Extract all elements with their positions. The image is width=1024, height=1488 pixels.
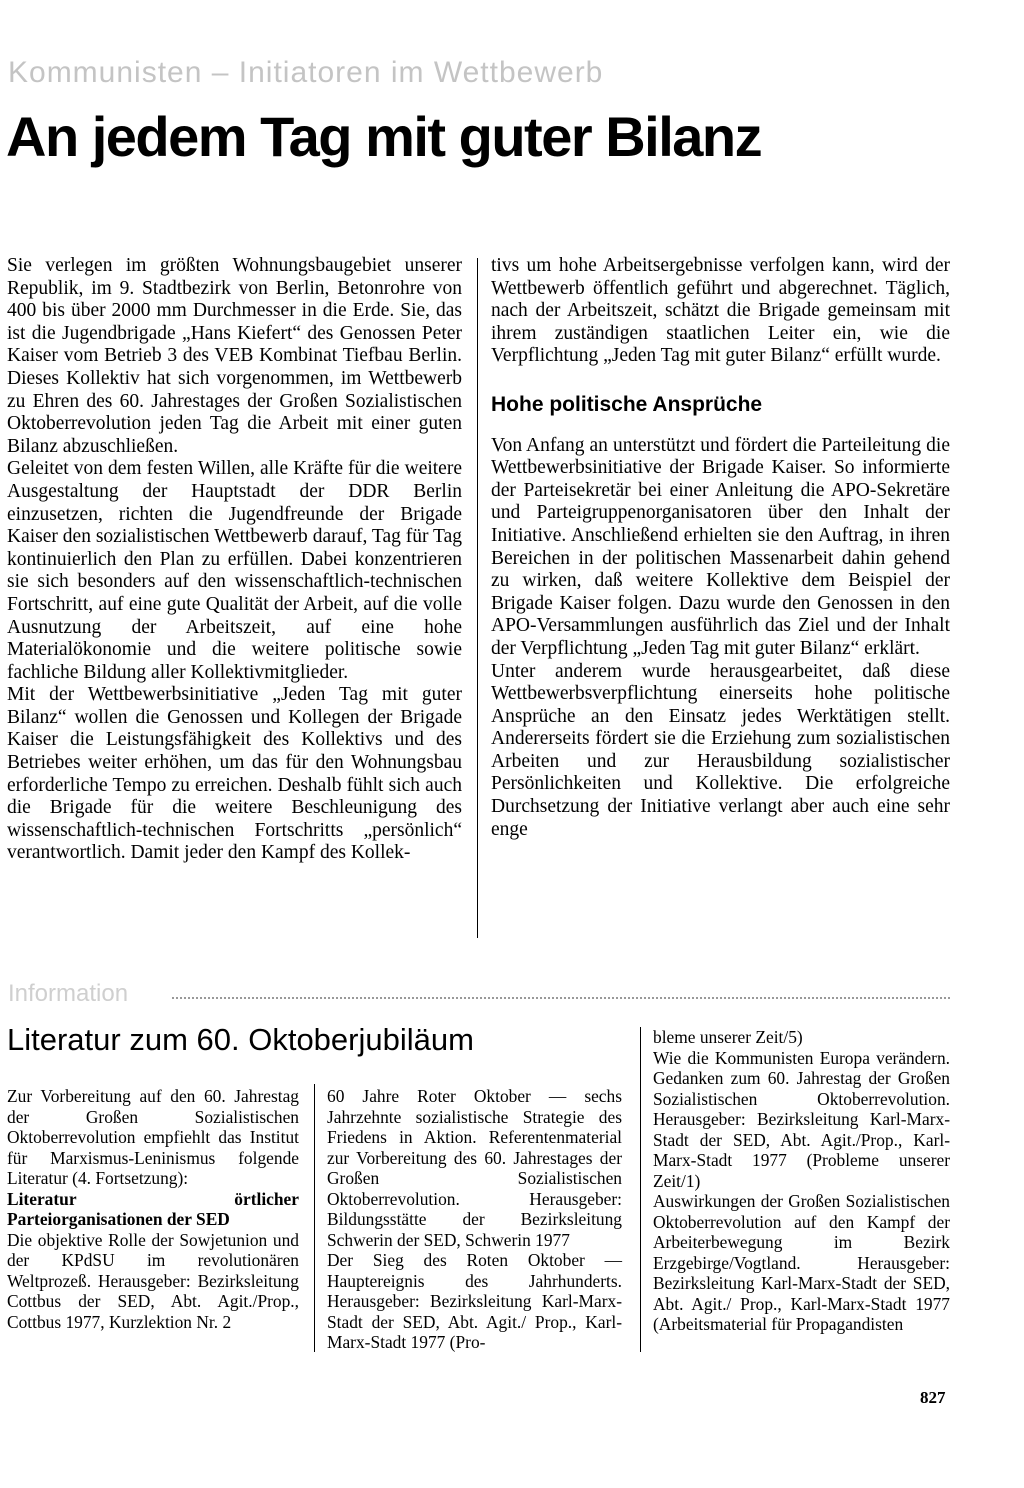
column-divider — [477, 258, 478, 938]
info-bold-heading: Literatur örtlicher Parteiorganisationen der SED — [7, 1188, 299, 1229]
article-paragraph: Sie verlegen im größten Wohnungsbaugebiet unserer Republik, im 9. Stadtbezirk von Berlin, Betonrohre von 400 bis über 2000 mm Durchmesser in die Erde. Sie, das ist die Jugendbrigade „Hans Kiefert“ des Genossen Peter Kaiser vom Betrieb 3 des VEB Kombinat Tiefbau Berlin. Dieses Kollektiv hat sich vorgenommen, im Wettbewerb zu Ehren des 60. Jahrestages der Großen Sozialistischen Oktoberrevolution jeden Tag die Arbeit mit einer guten Bilanz abzuschließen. — [7, 255, 462, 457]
information-label: Information — [8, 980, 129, 1007]
info-column-3 — [653, 1027, 950, 1335]
article-kicker: Kommunisten – Initiatoren im Wettbewerb — [8, 56, 604, 89]
article-subheading: Hohe politische Ansprüche — [491, 392, 763, 416]
article-column-1 — [7, 255, 462, 865]
page-number: 827 — [920, 1388, 946, 1407]
article-paragraph: Von Anfang an unterstützt und fördert die Parteileitung die Wettbewerbsinitiative der Brigade Kaiser. So informierte der Parteisekretär bei einer Anleitung die APO-Sekretäre und Parteigruppenorganisatoren über den Inhalt der Initiative. Anschließend erhielten sie den Auftrag, in ihren Bereichen in der politischen Massenarbeit dahin gehend zu wirken, daß weitere Kollektive dem Beispiel der Brigade Kaiser folgen. Dazu wurde den Genossen in den APO-Versammlungen ausführlich das Ziel und der Inhalt der Verpflichtung „Jeden Tag mit guter Bilanz“ erklärt. — [491, 434, 950, 659]
article-paragraph: Mit der Wettbewerbsinitiative „Jeden Tag mit guter Bilanz“ wollen die Genossen und Kollegen der Brigade Kaiser die Leistungsfähigkeit des Kollektivs und des Betriebes weiter erhöhen, um das für den Wohnungsbau erforderliche Tempo zu erreichen. Deshalb fühlt sich auch die Brigade für die weitere Beschleunigung des wissenschaftlich-technischen Fortschritts „persönlich“ verantwortlich. Damit jeder den Kampf des Kollek- — [7, 684, 462, 864]
info-entry: 60 Jahre Roter Oktober — sechs Jahrzehnte sozialistische Strategie des Friedens in Aktion. Referentenmaterial zur Vorbereitung des 60. Jahrestages der Großen Sozialistischen Oktoberrevolution. Herausgeber: Bildungsstätte der Bezirksleitung Schwerin der SED, Schwerin 1977 — [327, 1086, 622, 1250]
dotted-rule — [172, 997, 950, 999]
info-entry: bleme unserer Zeit/5) — [653, 1027, 803, 1047]
article-paragraph: tivs um hohe Arbeitsergebnisse verfolgen kann, wird der Wettbewerb öffentlich geführt und abgerechnet. Täglich, nach der Arbeitszeit, schätzt die Brigade gemeinsam mit ihrem zuständigen staatlichen Leiter ein, wie die Verpflichtung „Jeden Tag mit guter Bilanz“ erfüllt wurde. — [491, 255, 950, 367]
info-column-2 — [327, 1086, 622, 1353]
info-entry: Der Sieg des Roten Oktober — Hauptereignis des Jahrhunderts. Herausgeber: Bezirksleitung Karl-Marx-Stadt der SED, Abt. Agit./ Prop., Karl-Marx-Stadt 1977 (Pro- — [327, 1250, 622, 1352]
article-paragraph: Geleitet von dem festen Willen, alle Kräfte für die weitere Ausgestaltung der Hauptstadt der DDR Berlin einzusetzen, richten die Jugendfreunde der Brigade Kaiser den sozialistischen Wettbewerb darauf, Tag für Tag kontinuierlich den Plan zu erfüllen. Dabei konzentrieren sie sich besonders auf den wissenschaftlich-technischen Fortschritt, auf eine gute Qualität der Arbeit, auf die volle Ausnutzung der Arbeitszeit, auf eine hohe Materialökonomie und die weitere politische sowie fachliche Bildung aller Kollektivmitglieder. — [7, 458, 462, 683]
info-column-divider — [314, 1084, 315, 1352]
info-entry: Wie die Kommunisten Europa verändern. Gedanken zum 60. Jahrestag der Großen Sozialistischen Oktoberrevolution. Herausgeber: Bezirksleitung Karl-Marx-Stadt der SED, Abt. Agit./Prop., Karl-Marx-Stadt 1977 (Probleme unserer Zeit/1) — [653, 1047, 950, 1191]
info-intro: Zur Vorbereitung auf den 60. Jahrestag der Großen Sozialistischen Oktoberrevolution empfiehlt das Institut für Marxismus-Leninismus folgende Literatur (4. Fortsetzung): — [7, 1086, 299, 1188]
article-headline: An jedem Tag mit guter Bilanz — [6, 105, 762, 168]
info-column-1 — [7, 1086, 299, 1332]
info-heading: Literatur zum 60. Oktoberjubiläum — [7, 1022, 474, 1057]
info-entry: Auswirkungen der Großen Sozialistischen Oktoberrevolution auf den Kampf der Arbeiterbewegung im Bezirk Erzgebirge/Vogtland. Herausgeber: Bezirksleitung Karl-Marx-Stadt der SED, Abt. Agit./ Prop., Karl-Marx-Stadt 1977 (Arbeitsmaterial für Propagandisten — [653, 1191, 950, 1334]
article-paragraph: Unter anderem wurde herausgearbeitet, daß diese Wettbewerbsverpflichtung einerseits hohe politische Ansprüche an den Einsatz jedes Werktätigen stellt. Andererseits fördert sie die Erziehung zum sozialistischen Arbeiten und zur Herausbildung sozialistischer Persönlichkeiten und Kollektive. Die erfolgreiche Durchsetzung der Initiative verlangt aber auch eine sehr enge — [491, 660, 950, 840]
info-entry: Die objektive Rolle der Sowjetunion und der KPdSU im revolutionären Weltprozeß. Herausgeber: Bezirksleitung Cottbus der SED, Abt. Agit./Prop., Cottbus 1977, Kurzlektion Nr. 2 — [7, 1229, 299, 1332]
info-column-divider — [640, 1027, 641, 1352]
article-column-2 — [491, 255, 950, 841]
